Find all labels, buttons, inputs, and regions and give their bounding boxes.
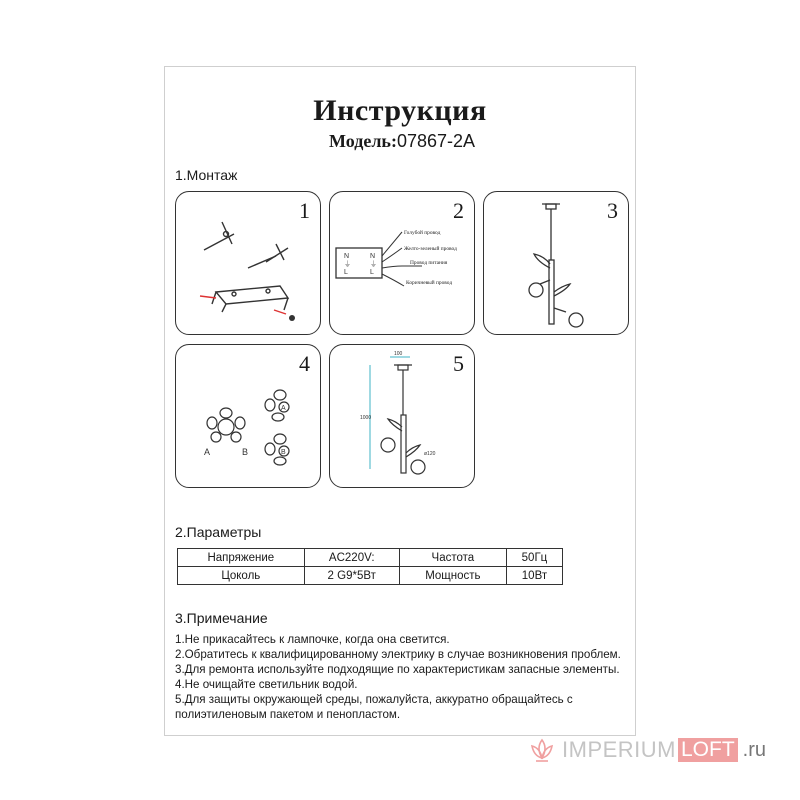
model-label: Модель:	[329, 131, 397, 151]
step-number: 5	[453, 351, 464, 376]
dimension-label-diameter: ø120	[424, 451, 436, 457]
clip-label-b-right: B	[281, 449, 286, 456]
section-mount-heading: 1.Монтаж	[175, 167, 238, 183]
note-line: полиэтиленовым пакетом и пенопластом.	[175, 708, 401, 721]
clip-assembly-illustration	[176, 345, 320, 487]
screws-and-bracket-illustration	[176, 192, 320, 334]
note-line: 4.Не очищайте светильник водой.	[175, 678, 358, 691]
step-number: 2	[453, 198, 464, 223]
params-table	[177, 548, 563, 585]
table-row	[178, 549, 563, 567]
terminal-n-right: N	[370, 253, 376, 260]
terminal-l-left: L	[344, 269, 348, 276]
clip-label-a-right: A	[281, 405, 286, 412]
dimension-label-height: 1000	[360, 415, 372, 421]
step-number: 4	[299, 351, 310, 376]
note-line: 3.Для ремонта используйте подходящие по характеристикам запасные элементы.	[175, 663, 620, 676]
param-power-label: Мощность	[399, 567, 506, 585]
note-line: 1.Не прикасайтесь к лампочке, когда она светится.	[175, 633, 450, 646]
param-frequency-label: Частота	[399, 549, 506, 567]
note-line: 5.Для защиты окружающей среды, пожалуйста, аккуратно обращайтесь с	[175, 693, 573, 706]
step-number: 3	[607, 198, 618, 223]
section-params-heading: 2.Параметры	[175, 524, 262, 540]
terminal-ground-right: ⏚	[370, 261, 377, 268]
param-power-value: 10Вт	[506, 567, 562, 585]
step-3-panel	[483, 191, 629, 335]
step-5-panel	[329, 344, 475, 488]
wire-label-power: Провод питания	[410, 260, 448, 266]
clip-label-b-left: B	[242, 447, 249, 457]
model-number: 07867-2A	[396, 131, 476, 151]
section-notes-heading: 3.Примечание	[175, 610, 268, 626]
step-2-panel	[329, 191, 475, 335]
model-line	[329, 131, 475, 152]
terminal-l-right: L	[370, 269, 374, 276]
wire-label-brown: Коричневый провод	[406, 280, 453, 286]
note-line: 2.Обратитесь к квалифицированному электрику в случае возникновения проблем.	[175, 648, 621, 661]
step-1-panel	[175, 191, 321, 335]
watermark-tld: .ru	[742, 738, 767, 761]
wire-label-blue: Голубой провод	[404, 230, 441, 236]
doc-title: Инструкция	[313, 94, 487, 127]
terminal-ground-left: ⏚	[344, 261, 351, 268]
terminal-n-left: N	[344, 253, 350, 260]
step-number: 1	[299, 198, 310, 223]
wire-label-yellow-green: Желто-зеленый провод	[404, 246, 457, 252]
dimensions-illustration	[330, 345, 474, 487]
param-voltage-value: AC220V:	[304, 549, 399, 567]
instruction-sheet	[164, 66, 636, 736]
assembled-lamp-illustration	[484, 192, 628, 334]
param-voltage-label: Напряжение	[178, 549, 305, 567]
dimension-label-top: 100	[394, 351, 403, 357]
param-socket-label: Цоколь	[178, 567, 305, 585]
watermark-brand: IMPERIUM	[562, 737, 676, 762]
watermark	[528, 736, 766, 764]
table-row	[178, 567, 563, 585]
step-4-panel	[175, 344, 321, 488]
param-socket-value: 2 G9*5Вт	[304, 567, 399, 585]
notes-list	[175, 632, 621, 722]
param-frequency-value: 50Гц	[506, 549, 562, 567]
lotus-logo-icon	[528, 736, 556, 764]
wiring-diagram	[330, 192, 474, 334]
clip-label-a-left: A	[204, 447, 211, 457]
watermark-loft: LOFT	[678, 738, 738, 762]
